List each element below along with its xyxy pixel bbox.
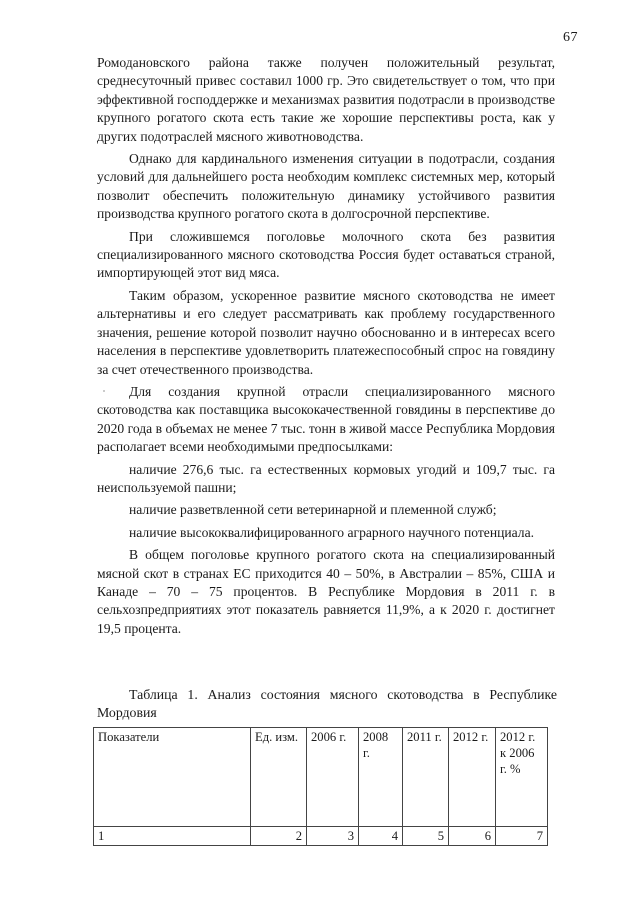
- paragraph-2: Однако для кардинального изменения ситуации в подотрасли, создания условий для дальнейшего роста необходим комплекс системных мер, который позволит обеспечить положительную динамику устойчивого развития производства крупного рогатого скота в долгосрочной перспективе.: [97, 151, 555, 222]
- header-cell-indicators: Показатели: [94, 728, 251, 827]
- paragraph-6: наличие 276,6 тыс. га естественных кормовых угодий и 109,7 тыс. га неиспользуемой пашни;: [97, 461, 555, 495]
- paragraph-4: Таким образом, ускоренное развитие мясного скотоводства не имеет альтернативы и его следует рассматривать как проблему государственного значения, решение которой позволит научно обоснованно и в интересах всего населения в перспективе удовлетворить платежеспособный спрос на говядину за счет отечественного производства.: [97, 287, 555, 377]
- table-caption: Таблица 1. Анализ состояния мясного скотоводства в Республике Мордовия: [97, 687, 557, 720]
- header-cell-2011: 2011 г.: [403, 728, 449, 827]
- column-number-cell: 7: [496, 827, 548, 846]
- column-number-cell: 2: [251, 827, 307, 846]
- header-cell-2012: 2012 г.: [449, 728, 496, 827]
- column-number-cell: 6: [449, 827, 496, 846]
- column-number-cell: 3: [307, 827, 359, 846]
- paragraph-8: наличие высококвалифицированного аграрного научного потенциала.: [129, 524, 535, 540]
- paragraph-9: В общем поголовье крупного рогатого скота на специализированный мясной скот в странах ЕС приходится 40 – 50%, в Австралии – 85%, США и Канаде – 70 – 75 процентов. В Республике Мордовия в 2011 г. в сельхозпредприятиях этот показатель равняется 11,9%, а к 2020 г. достигнет 19,5 процента.: [97, 547, 555, 636]
- column-number-cell: 1: [94, 827, 251, 846]
- header-cell-2008: 2008 г.: [359, 728, 403, 827]
- paragraph-1: Ромодановского района также получен положительный результат, среднесуточный привес составил 1000 гр. Это свидетельствует о том, что при эффективной господдержке и механизмах развития подотрасли в производстве крупного рогатого скота есть такие же хорошие перспективы роста, как у других подотраслей мясного животноводства.: [97, 55, 555, 144]
- header-cell-ratio: 2012 г. к 2006 г. %: [496, 728, 548, 827]
- page-number: 67: [563, 30, 578, 45]
- paragraph-7: наличие разветвленной сети ветеринарной и племенной служб;: [129, 502, 497, 518]
- table-header-row: [94, 728, 548, 827]
- table-column-number-row: [94, 827, 548, 846]
- livestock-table: [93, 727, 548, 846]
- header-cell-unit: Ед. изм.: [251, 728, 307, 827]
- body-text: [97, 54, 555, 642]
- paragraph-5: Для создания крупной отрасли специализированного мясного скотоводства как поставщика высококачественной говядины в перспективе до 2020 года в объемах не менее 7 тыс. тонн в живой массе Республика Мордовия располагает всеми необходимыми предпосылками:: [97, 383, 555, 455]
- paragraph-3: При сложившемся поголовье молочного скота без развития специализированного мясного скотоводства Россия будет оставаться страной, импортирующей этот вид мяса.: [97, 228, 555, 281]
- header-cell-2006: 2006 г.: [307, 728, 359, 827]
- column-number-cell: 5: [403, 827, 449, 846]
- column-number-cell: 4: [359, 827, 403, 846]
